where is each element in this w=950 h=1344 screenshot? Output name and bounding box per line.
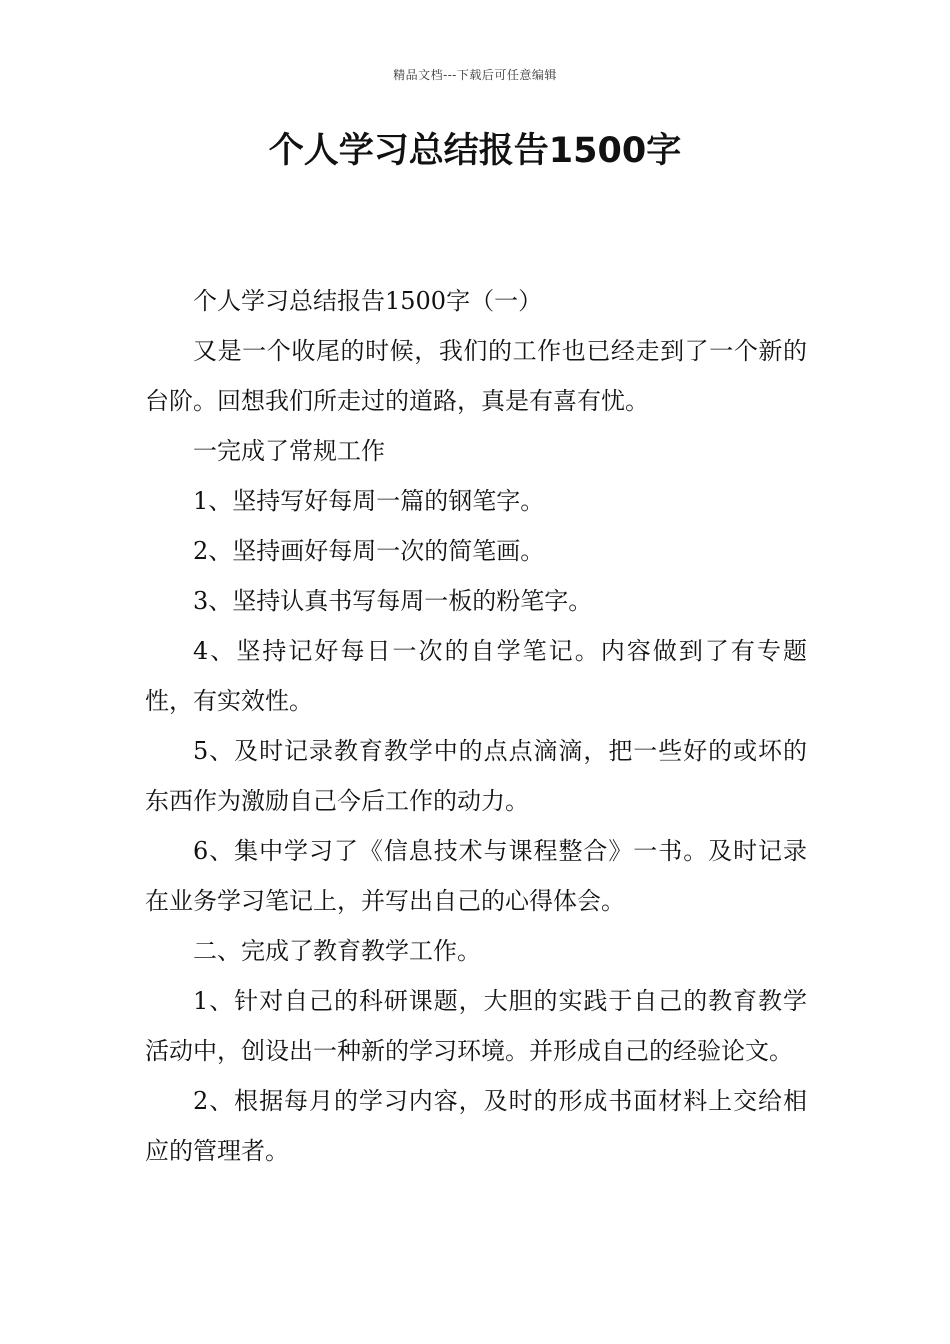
list-item: 1、坚持写好每周一篇的钢笔字。	[193, 487, 545, 515]
list-item: 3、坚持认真书写每周一板的粉笔字。	[193, 587, 593, 615]
list-item: 4、坚持记好每日一次的自学笔记。内容做到了有专题性，有实效性。	[145, 637, 807, 715]
section-heading: 二、完成了教育教学工作。	[193, 937, 481, 965]
document-title: 个人学习总结报告1500字	[268, 131, 682, 171]
document-body	[145, 276, 807, 1176]
section-heading: 一完成了常规工作	[193, 437, 385, 465]
list-item: 1、针对自己的科研课题，大胆的实践于自己的教育教学活动中，创设出一种新的学习环境。并形成自己的经验论文。	[145, 987, 807, 1065]
section-heading: 个人学习总结报告1500字（一）	[193, 287, 543, 315]
paragraph: 又是一个收尾的时候，我们的工作也已经走到了一个新的台阶。回想我们所走过的道路，真是有喜有忧。	[145, 337, 807, 415]
list-item: 5、及时记录教育教学中的点点滴滴，把一些好的或坏的东西作为激励自己今后工作的动力。	[145, 737, 807, 815]
list-item: 2、根据每月的学习内容，及时的形成书面材料上交给相应的管理者。	[145, 1087, 807, 1165]
list-item: 2、坚持画好每周一次的简笔画。	[193, 537, 545, 565]
list-item: 6、集中学习了《信息技术与课程整合》一书。及时记录在业务学习笔记上，并写出自己的心得体会。	[145, 837, 807, 915]
header-note: 精品文档---下载后可任意编辑	[393, 68, 557, 82]
